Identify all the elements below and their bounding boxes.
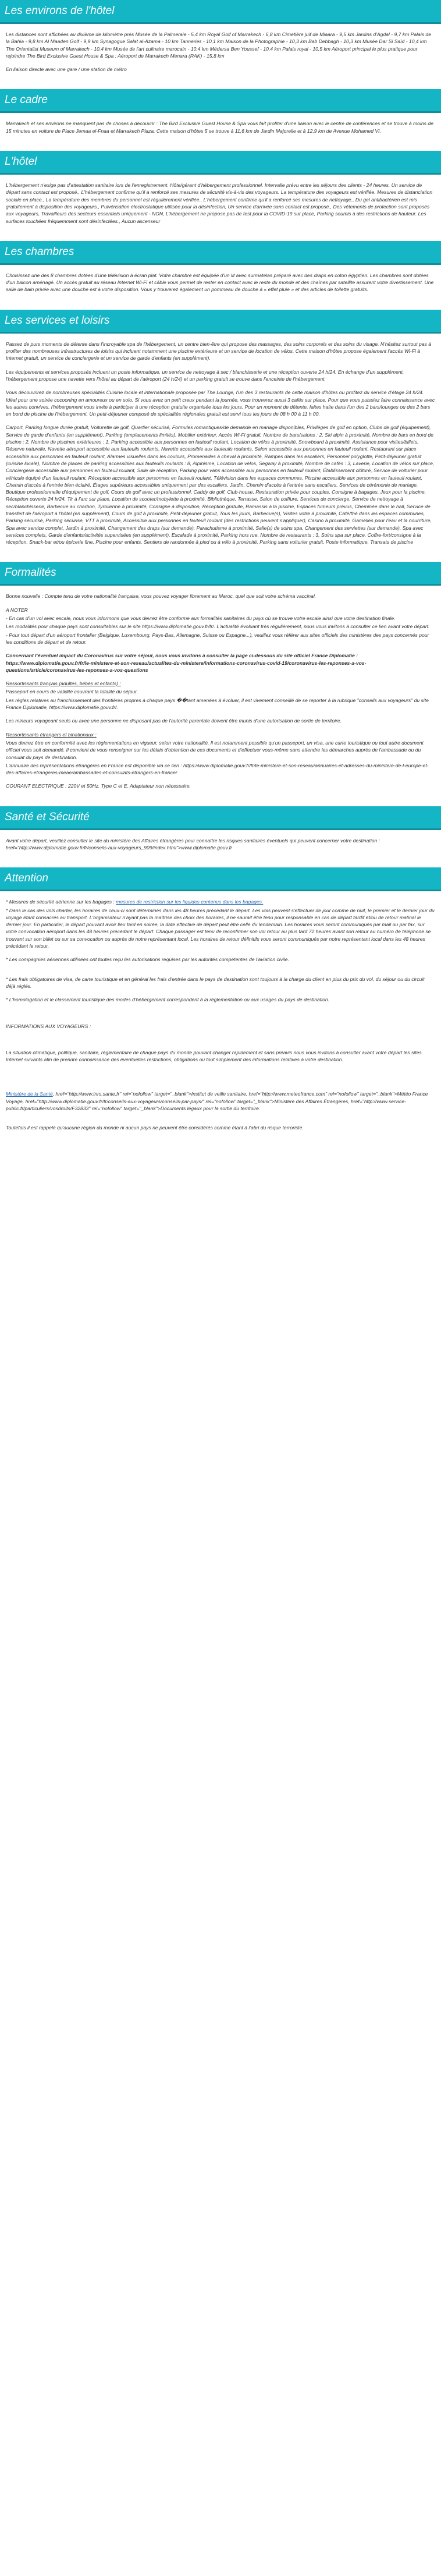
section-title-cadre: Le cadre [0, 89, 441, 113]
formalites-note-escale: - En cas d'un vol avec escale, nous vous informons que vous devrez être conforme aux formalités sanitaires du pays où se trouve votre escale ainsi que votre destination finale. [6, 615, 396, 622]
section-body-services [0, 341, 441, 546]
formalites-ressortissants-francais-title: Ressortissants français (adultes, bébés et enfants) : [6, 681, 121, 687]
section-services [0, 310, 441, 546]
section-title-chambres: Les chambres [0, 241, 441, 265]
section-title-hotel: L'hôtel [0, 151, 441, 175]
sante-text: Avant votre départ, veuillez consulter le site du ministère des Affaires étrangères pour connaître les risques sanitaires éventuels qui peuvent concerner votre destination : href="http://www.diplomatie.gouv.fr/fr/conseils-aux-voyageurs_909/index.html">www.diplomatie.gouv.fr [6, 837, 380, 851]
section-hotel [0, 151, 441, 225]
section-body-environs [0, 31, 441, 73]
formalites-mineurs: Les mineurs voyageant seuls ou avec une personne ne disposant pas de l'autorité parentale doivent être munis d'une autorisation de sortie de territoire. [6, 718, 342, 724]
section-body-formalites [0, 593, 441, 789]
formalites-coronavirus: Concernant l'éventuel impact du Coronavirus sur votre séjour, nous vous invitons à consulter la page ci-dessous du site officiel France Diplomatie : https://www.diplomatie.gouv.fr/fr/le-ministere-et-son-reseau/actualites-du-ministere/informations-coronavirus-covid-19/coronavirus-les-reponses-a-vos-questions/article/coronavirus-les-reponses-a-vos-questions [6, 653, 367, 673]
liquides-restriction-link[interactable]: mesures de restriction sur les liquides contenus dans les bagages. [116, 899, 264, 905]
services-liste: Carport, Parking longue durée gratuit, Voiturette de golf, Quartier sécurisé, Formules romantiques/de demande en mariage disponibles, Privilèges de golf en option, Clubs de golf (équipement), Service de garde d'enfants (en supplément), Parking (emplacements limités), Mobilier extérieur, Accès Wi-Fi gratuit, Nombre de bars/salons : 2, Ski alpin à proximité, Nombre de bars en bord de piscine : 2, Nombre de piscines extérieures : 1, Parking accessible aux personnes en fauteuil roulant, Location de vélos à proximité, Snowboard à proximité, Assistance pour visites/billets, Réserve naturelle, Navette aéroport accessible aux fauteuils roulants, Navette accessible aux fauteuils roulants, Salon accessible aux personnes en fauteuil roulant, Restaurant sur place accessible aux personnes en fauteuil roulant, Alarmes visuelles dans les couloirs, Promenades à cheval à proximité, Rampes dans les escaliers, Personnel polyglotte, Petit-déjeuner gratuit (cuisine locale), Nombre de places de parking accessibles aux fauteuils roulants : 8, Alpinisme, Location de vélos, Segway à proximité, Nombre de cafés : 3, Laverie, Location de vélos sur place, Conciergerie accessible aux personnes en fauteuil roulant, Salle de réception, Parking pour vans accessible aux personnes en fauteuil roulant, Établissement clôturé, Service de voiturier pour véhicule équipé d'un fauteuil roulant, Réception accessible aux personnes en fauteuil roulant, Télévision dans les espaces communes, Piscine accessible aux personnes en fauteuil roulant, Chemin d'accès à l'entrée bien éclairé, Étages supérieurs accessibles uniquement par des escaliers, Jardin, Chemin d'accès à l'entrée sans escaliers, Services de cérémonie de mariage, Boutique professionnelle d'équipement de golf, Cours de golf avec un professionnel, Caddy de golf, Club-house, Restauration privée pour couples, Consigne à bagages, Jeux pour la piscine, Réception ouverte 24 h/24, Tir à l'arc sur place, Location de scooter/mobylette à proximité, Bibliothèque, Terrasse, Salon de coiffure, Services de concierge, Service de nettoyage à sec/blanchisserie, Barbecue au charbon, Tyrolienne à proximité, Consigne à disposition, Réception gratuite, Ramassis à la piscine, Espaces fumeurs prévus, Cheminée dans le hall, Service de transfert de l'aéroport à l'hôtel (en supplément), Cours de golf à proximité, Petit-déjeuner gratuit, Tous les jours, Barbecue(s), Visites votre à proximité, Café/thé dans les espaces communes, Parking sécurisé, Parking sécurisé, VTT à proximité, Accessible aux personnes en fauteuil roulant (des restrictions peuvent s'appliquer), Casino à proximité, Gamelles pour l'eau et la nourriture, Spa avec service complet, Jardin à proximité, Changement des draps (sur demande), Parachutisme à proximité, Salle(s) de soins spa, Changement des serviettes (sur demande), Spa avec services complets, Garde d'enfants/activités supervisées (en supplément), Escalade à proximité, Parking hors rue, Nombre de restaurants : 3, Soins spa sur place, Coffre-fort/consigne à la réception, Snack-bar et/ou épicerie fine, Piscine pour enfants, Sentiers de randonnée à pied ou à vélo à proximité, Parking sans voiturier gratuit, Poste informatique, Transats de piscine [6, 424, 435, 545]
attention-terrorisme: Toutefois il est rappelé qu'aucune région du monde ni aucun pays ne peuvent être considérés comme étant à l'abri du risque terroriste. [6, 1125, 304, 1131]
section-title-attention: Attention [0, 867, 441, 891]
section-body-hotel [0, 182, 441, 225]
attention-homologation: * L'homologation et le classement touristique des modes d'hébergement correspondent à la réglementation ou aux usages du pays de destination. [6, 997, 330, 1003]
attention-liens-rest: , href="http://www.inrs.sante.fr" rel="nofollow" target="_blank">Institut de veille sanitaire, href="http://www.meteofrance.com" rel="nofollow" target="_blank">Météo France Voyage, href="http://www.diplomatie.gouv.fr/fr/conseils-aux-voyageurs/conseils-par-pays/" rel="nofollow" target="_blank">Ministère des Affaires Étrangères, href="http://www.service-public.fr/particuliers/vosdroits/F32833" rel="nofollow" target="_blank">Documents légaux pour la sortie du territoire. [6, 1091, 428, 1112]
section-body-chambres [0, 272, 441, 293]
services-restauration: Vous découvrirez de nombreuses spécialités Cuisine locale et internationale proposée par The Lounge, l'un des 3 restaurants de cette maison d'hôtes ou profitez du service d'étage 24 h/24. Idéal pour une soirée cocooning en amoureux ou en solo. Si vous avez un petit creux pendant la journée, vous trouverez aussi 3 cafés sur place. Pour que vous puissiez faire connaissance avec les autres convives, l'hébergement vous invite à participer à une réception gratuite organisée tous les jours. Pour un moment de détente, faites halte dans l'un des 2 bars/lounges ou des 2 bars en bord de piscine de l'hébergement. Un petit-déjeuner composé de spécialités régionales gratuit est servi tous les jours de 08 h 00 à 11 h 00. [6, 389, 435, 417]
section-title-formalites: Formalités [0, 562, 441, 586]
section-environs [0, 0, 441, 73]
section-title-sante: Santé et Sécurité [0, 806, 441, 830]
attention-frais-visa: * Les frais obligatoires de visa, de carte touristique et en général les frais d'entrée dans le pays de destination sont toujours à la charge du client en plus du prix du vol, du séjour ou du circuit déjà réglés. [6, 976, 425, 989]
attention-securite-label: * Mesures de sécurité aérienne sur les bagages : [6, 899, 116, 905]
environs-distances: Les distances sont affichées au dixième de kilomètre près Musée de la Palmeraie - 5,4 km Royal Golf of Marrakech - 6,8 km Cimetière juif de Miaara - 9,5 km Jardins d'Agdal - 9,7 km Palais de la Bahia - 9,8 km Al Maaden Golf - 9,9 km Synagogue Salat al-Azama - 10 km Tanneries - 10,1 km Maison de la Photographie - 10,3 km Bab Debbagh - 10,3 km Musée Dar Si Saïd - 10,4 km The Orientalist Museum of Marrakech - 10,4 km Musée de l'art culinaire marocain - 10,4 km Médersa Ben Youssef - 10,4 km Palais royal - 10,5 km Aéroport principal le plus pratique pour rejoindre The Bird Exclusive Guest House & Spa : Aéroport de Marrakech Menara (RAK) - 15,8 km [6, 31, 431, 59]
section-formalites [0, 562, 441, 789]
formalites-note-modalites: Les modalités pour chaque pays sont consultables sur le site https://www.diplomatie.gouv.fr/fr/. L'actualité évoluant très régulièrement, nous vous invitons à consulter ce lien avant votre départ. [6, 623, 430, 630]
formalites-courant: COURANT ELECTRIQUE : 220V et 50Hz. Type C et E. Adaptateur non nécessaire. [6, 783, 191, 789]
attention-situation: La situation climatique, politique, sanitaire, réglementaire de chaque pays du monde pouvant changer rapidement et sans préavis nous vous invitons à consulter avant votre départ les sites Internet suivants afin de prendre connaissance des éventuelles restrictions, obligations ou tout simplement des informations relatives à votre destination. [6, 1049, 422, 1063]
ministere-sante-link[interactable]: Ministère de la Santé [6, 1091, 53, 1097]
section-body-attention [0, 898, 441, 1131]
attention-infos-voyageurs: INFORMATIONS AUX VOYAGEURS : [6, 1023, 91, 1029]
section-body-sante [0, 837, 441, 852]
hotel-text: L'hébergement n'exige pas d'attestation sanitaire lors de l'enregistrement. Hôte/gérant d'hébergement professionnel. Intervalle prévu entre les séjours des clients - 24 heures. Un service de départ sans contact est proposé., L'hébergement confirme qu'il a renforcé ses mesures de sécurité vis-à-vis des voyageurs. La température des voyageurs est vérifiée. Mesures de distanciation sociale en place., La température des membres du personnel est régulièrement vérifiée., L'hébergement confirme qu'il a renforcé ses mesures de nettoyage., Du gel antibactérien est mis gratuitement à disposition des voyageurs., Pulvérisation électrostatique utilisée pour la désinfection, Un service d'arrivée sans contact est proposé., Des vêtements de protection sont proposés aux voyageurs, Travailleurs des secteurs essentiels uniquement - NON, L'hébergement ne propose pas de test pour la COVID-19 sur place, Parking soumis à des restrictions de hauteur. Les surfaces touchées fréquemment sont désinfectées., Aucun ascenseur [6, 182, 433, 224]
formalites-reglementations: Vous devrez être en conformité avec les réglementations en vigueur, selon votre nationalité. Il est notamment possible qu'un passeport, un visa, une carte touristique ou tout autre document officiel vous soit demandé. Il convient de vous renseigner sur les délais d'obtention de ces documents et d'effectuer vous-même sans attendre les démarches auprès de l'ambassade ou du consulat du pays de destination. [6, 739, 424, 760]
services-spa: Passez de purs moments de détente dans l'incroyable spa de l'hébergement, un centre bien-être qui propose des massages, des soins corporels et des soins du visage. N'hésitez surtout pas à profiter des nombreuses infrastructures de loisirs qui incluent notamment une piscine extérieure et un service de location de vélos. Cette maison d'hôtes propose également l'accès Wi-Fi à Internet gratuit, un service de conciergerie et un service de garde d'enfants (en supplément). [6, 341, 432, 362]
section-title-environs: Les environs de l'hôtel [0, 0, 441, 24]
section-chambres [0, 241, 441, 293]
section-sante [0, 806, 441, 852]
formalites-intro: Bonne nouvelle : Compte tenu de votre nationalité française, vous pouvez voyager librement au Maroc, quel que soit votre schéma vaccinal. [6, 593, 316, 600]
attention-vols-charter: * Dans le cas des vols charter, les horaires de ceux-ci sont déterminés dans les 48 heures précédant le départ. Les vols peuvent s'effectuer de jour comme de nuit, le premier et le dernier jour du voyage étant consacrés au transport. L'organisateur n'ayant pas la maîtrise des choix des horaires, il ne saurait être tenu pour responsable en cas de départ tardif et/ou de retour matinal le dernier jour. En particulier, le départ pouvant avoir lieu tard en soirée, la date effective de départ peut être celle du lendemain. Les horaires vous seront communiqués par mail ou par fax, sur votre convocation aéroport dans les 48 heures précédant le départ. Chaque passager est tenu de reconfirmer son vol retour au plus tard 72 heures avant son retour au numéro de téléphone se trouvant sur son billet ou sur sa convocation ou auprès de notre représentant local. Les horaires de retour définitifs vous seront communiqués par notre représentant local dans les 48 heures précédant le retour. [6, 907, 435, 949]
formalites-a-noter: A NOTER [6, 607, 28, 613]
section-attention [0, 867, 441, 1131]
section-body-cadre [0, 120, 441, 134]
section-title-services: Les services et loisirs [0, 310, 441, 334]
page [0, 0, 441, 1132]
formalites-regles-frontieres: Les règles relatives au franchissement des frontières propres à chaque pays ��tant amenées à évoluer, il est vivement conseillé de se reporter à la rubrique "conseils aux voyageurs" du site France Diplomatie, https://www.diplomatie.gouv.fr/. [6, 697, 429, 711]
attention-liens [6, 1090, 435, 1112]
formalites-note-frontalier: - Pour tout départ d'un aéroport frontalier (Belgique, Luxembourg, Pays-Bas, Allemagne, Suisse ou Espagne...), veuillez vous référer aux sites officiels des ministères des pays concernés pour les conditions de départ et de retour. [6, 632, 429, 645]
environs-liaison: En liaison directe avec une gare / une station de métro [6, 66, 127, 73]
formalites-passeport: Passeport en cours de validité couvrant la totalité du séjour. [6, 689, 138, 695]
section-cadre [0, 89, 441, 134]
attention-compagnies: * Les compagnies aériennes utilisées ont toutes reçu les autorisations requises par les autorités compétentes de l'aviation civile. [6, 956, 289, 963]
chambres-text: Choisissez une des 8 chambres dotées d'une télévision à écran plat. Votre chambre est équipée d'un lit avec surmatelas préparé avec des draps en coton égyptien. Les chambres sont dotées d'un balcon aménagé. Un accès gratuit au réseau Internet Wi-Fi et câble vous permet de rester en contact avec le reste du monde et des chaînes par satellite assurent votre divertissement. Une salle de bain privée avec une douche est à votre disposition. Vous y trouverez également un pommeau de douche à « effet pluie » et des articles de toilette gratuits. [6, 272, 434, 293]
cadre-text: Marrakech et ses environs ne manquent pas de choses à découvrir : The Bird Exclusive Guest House & Spa vous fait profiter d'une liaison avec le centre de conférences et se trouve à moins de 15 minutes en voiture de Place Jemaa el-Fnaa et Marrakech Plaza. Cette maison d'hôtes 5 se trouve à 11,6 km de Jardin Majorelle et à 12,9 km de Avenue Mohamed VI. [6, 121, 433, 134]
attention-securite-bagages [6, 898, 435, 905]
formalites-ressortissants-etrangers-title: Ressortissants étrangers et binationaux : [6, 731, 97, 738]
services-equipements: Les équipements et services proposés incluent un poste informatique, un service de nettoyage à sec / blanchisserie et une réception ouverte 24 h/24. En échange d'un supplément, l'hébergement propose une navette vers l'hôtel au départ de l'aéroport (24 h/24) et un parking gratuit se trouve dans l'enceinte de l'hébergement. [6, 368, 404, 382]
formalites-annuaire: L'annuaire des représentations étrangères en France est disponible via ce lien : https://www.diplomatie.gouv.fr/fr/le-ministere-et-son-reseau/annuaires-et-adresses-du-ministere-de-l-europe-et-des-affaires-etrangeres-meae/ambassades-et-consulats-etrangers-en-france/ [6, 762, 429, 776]
